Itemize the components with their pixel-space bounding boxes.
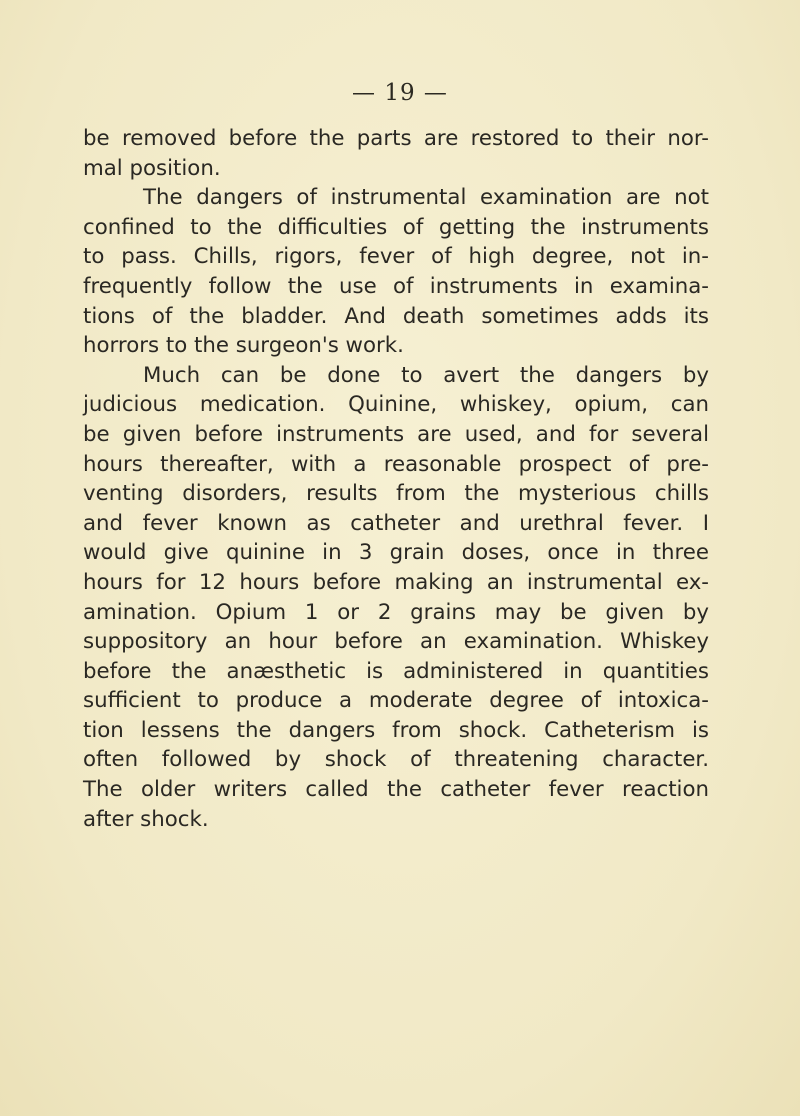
text-line: The dangers of instrumental examination are not xyxy=(143,185,709,211)
text-line: amination. Opium 1 or 2 grains may be given by xyxy=(83,599,709,625)
text-line: and fever known as catheter and urethral fever. I xyxy=(83,510,709,536)
text-line: venting disorders, results from the mysterious chills xyxy=(83,481,709,507)
text-line: after shock. xyxy=(83,806,209,832)
text-line: mal position. xyxy=(83,155,221,181)
text-line: often followed by shock of threatening character. xyxy=(83,747,709,773)
text-line: tions of the bladder. And death sometimes adds its xyxy=(83,303,709,329)
text-line: Much can be done to avert the dangers by xyxy=(143,362,709,388)
body-text xyxy=(83,124,709,834)
text-line: hours for 12 hours before making an instrumental ex- xyxy=(83,569,709,595)
text-line: hours thereafter, with a reasonable prospect of pre- xyxy=(83,451,709,477)
text-line: The older writers called the catheter fever reaction xyxy=(83,777,709,803)
text-line: suppository an hour before an examination. Whiskey xyxy=(83,629,709,655)
text-line: be given before instruments are used, and for several xyxy=(83,421,709,447)
text-line: to pass. Chills, rigors, fever of high degree, not in- xyxy=(83,244,709,270)
text-line: confined to the difficulties of getting the instruments xyxy=(83,214,709,240)
text-line: tion lessens the dangers from shock. Catheterism is xyxy=(83,717,709,743)
page-number: — 19 — xyxy=(352,80,448,106)
text-line: sufficient to produce a moderate degree of intoxica- xyxy=(83,688,709,714)
text-line: before the anæsthetic is administered in quantities xyxy=(83,658,709,684)
text-line: judicious medication. Quinine, whiskey, opium, can xyxy=(83,392,709,418)
text-line: would give quinine in 3 grain doses, once in three xyxy=(83,540,709,566)
text-line: horrors to the surgeon's work. xyxy=(83,333,404,359)
text-line: be removed before the parts are restored to their nor- xyxy=(83,126,709,151)
text-line: frequently follow the use of instruments in examina- xyxy=(83,273,709,299)
